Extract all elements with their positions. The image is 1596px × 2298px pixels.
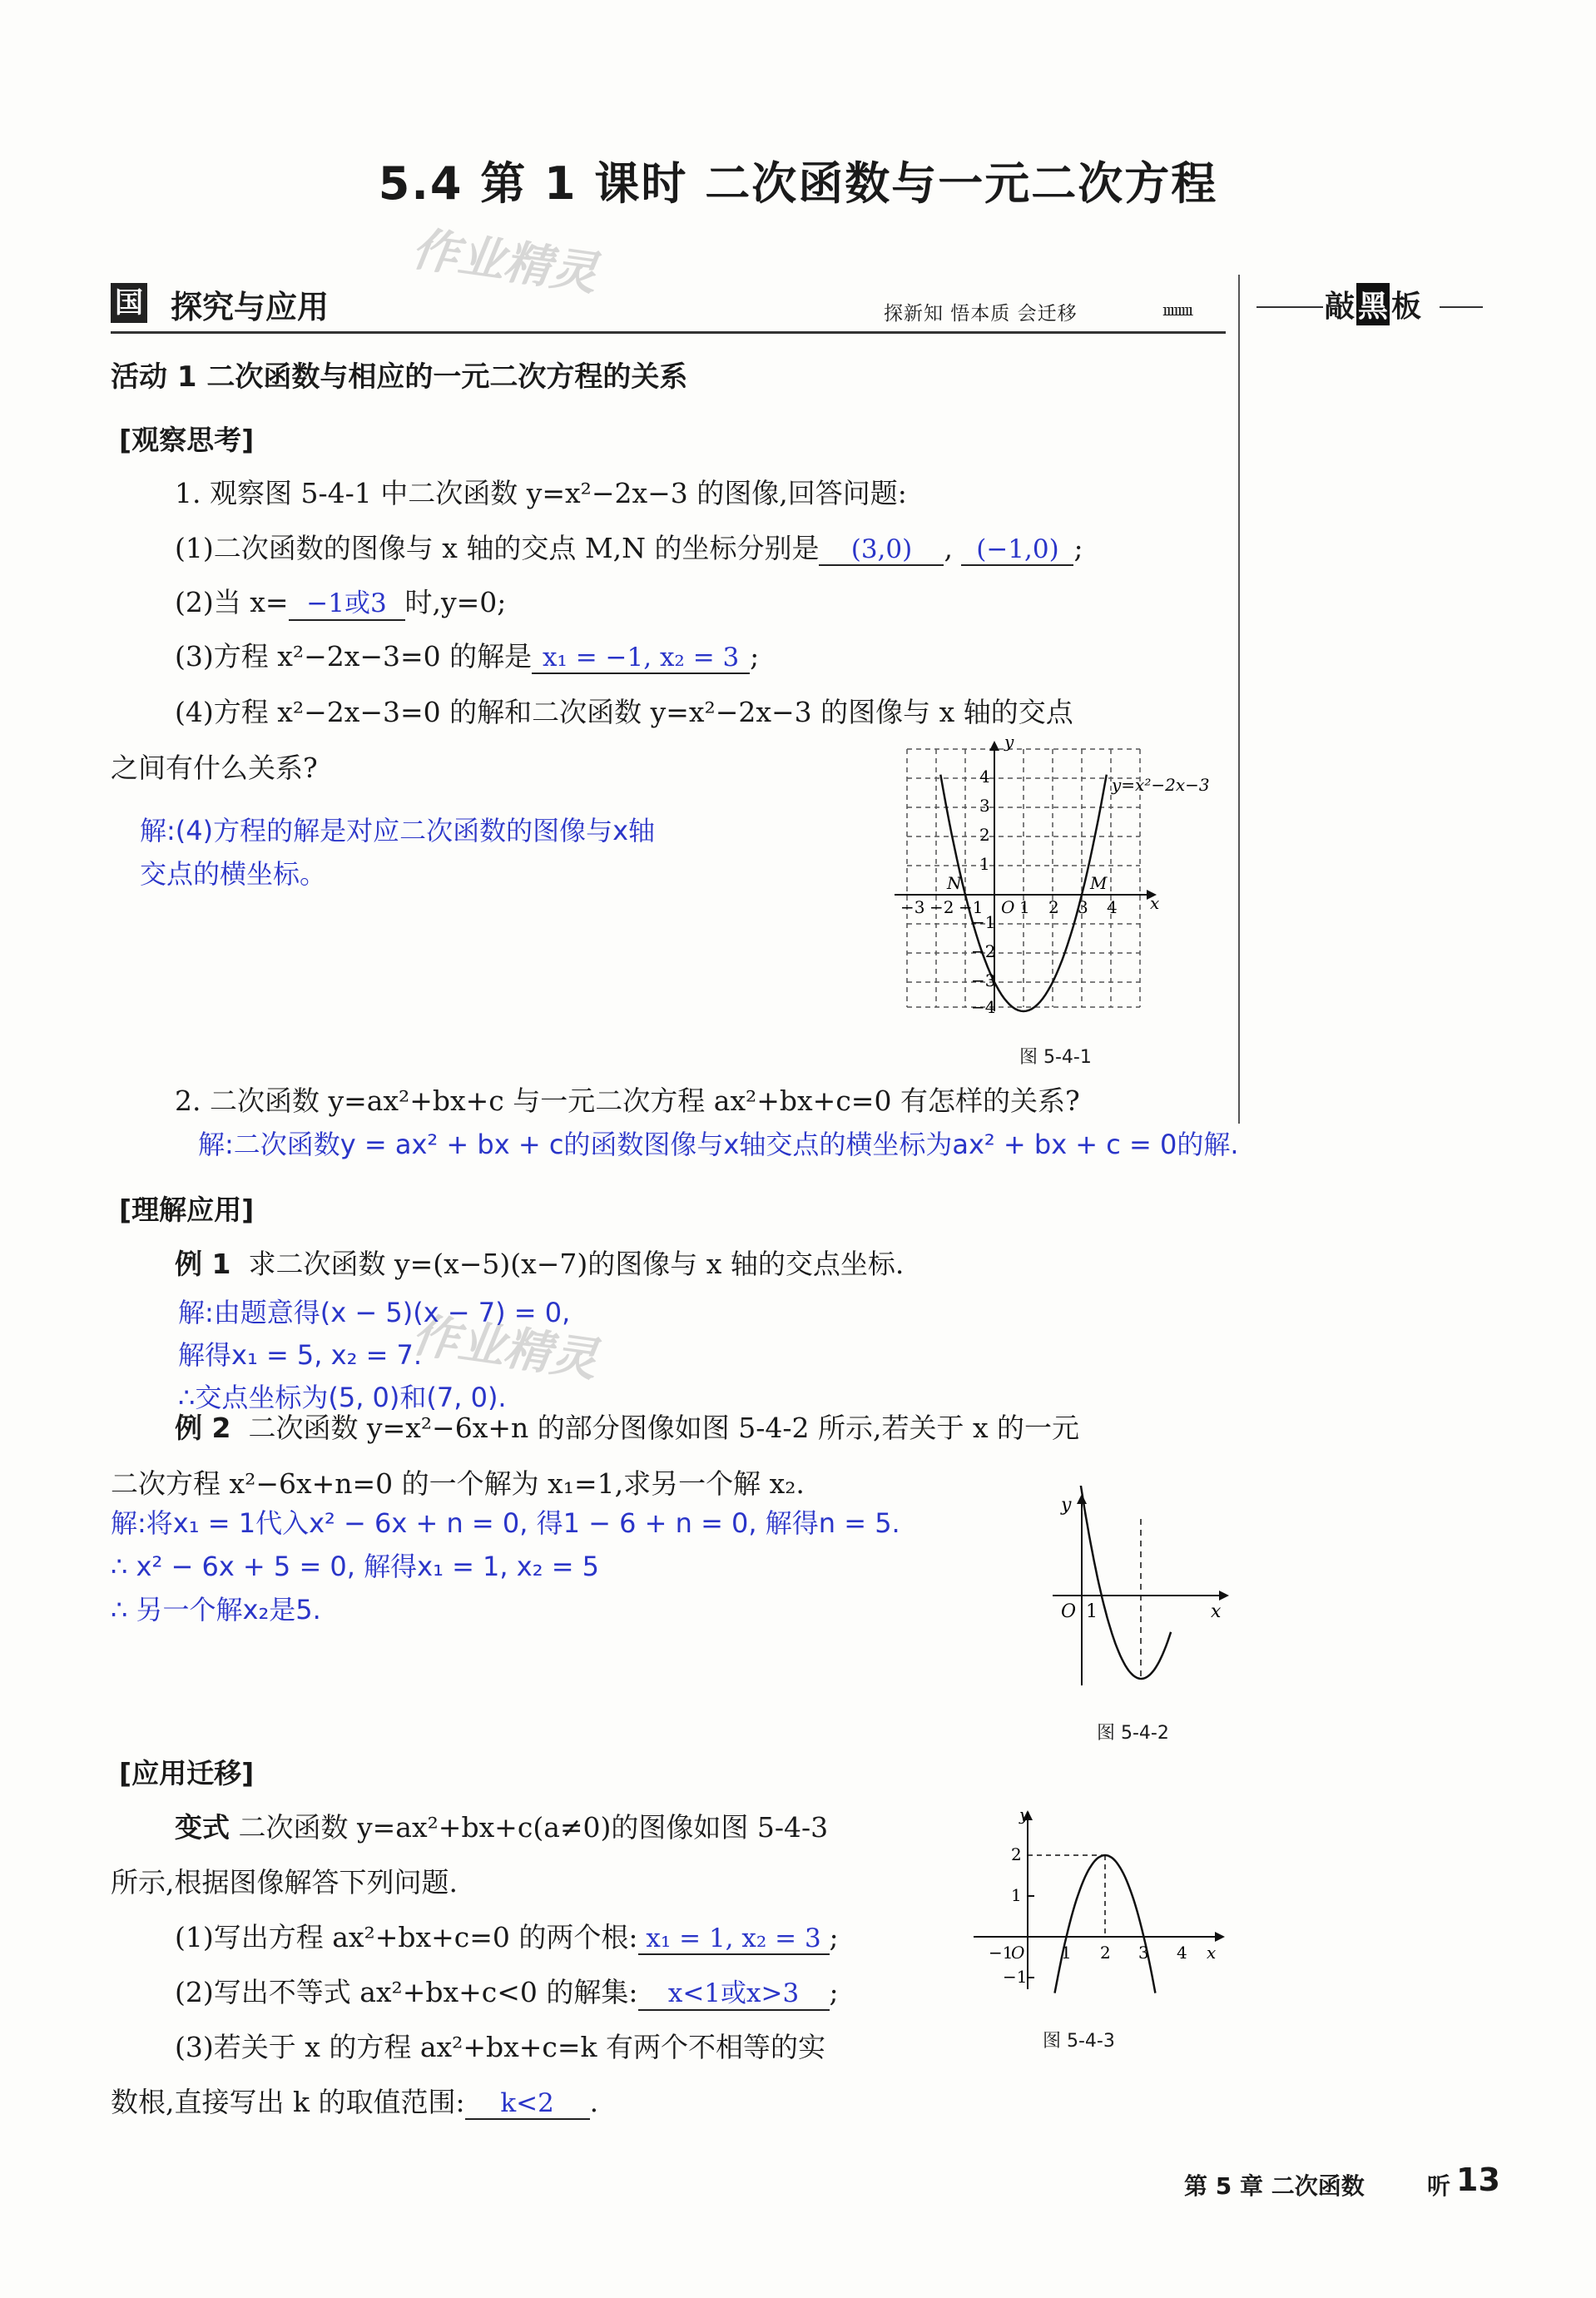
apply-heading: [理解应用] <box>119 1194 255 1226</box>
svg-text:1: 1 <box>1011 1885 1022 1905</box>
fig1-point-m: M <box>1090 873 1108 893</box>
svg-text:4: 4 <box>979 767 990 787</box>
activity1-heading: 活动 1 二次函数与相应的一元二次方程的关系 <box>111 360 688 394</box>
part-3-answer: k<2 <box>465 2088 590 2120</box>
svg-text:3: 3 <box>1138 1943 1149 1963</box>
side-rule <box>1256 306 1323 308</box>
section-icon: 国 <box>111 283 147 323</box>
fig1-curve-label: y=x²−2x−3 <box>1112 775 1210 795</box>
fig2-caption: 图 5-4-2 <box>1097 1723 1169 1744</box>
figure-5-4-1 <box>882 732 1232 1020</box>
ex1-answer-1: 解:由题意得(x − 5)(x − 7) = 0, <box>178 1297 571 1328</box>
fig2-x-arrow <box>1219 1591 1229 1601</box>
example2-line1: 例 2 二次函数 y=x²−6x+n 的部分图像如图 5-4-2 所示,若关于 x 的一元 <box>175 1412 1080 1444</box>
svg-text:−3: −3 <box>971 970 996 990</box>
footer-listen: 听 <box>1427 2172 1451 2200</box>
fig1-y-arrow <box>989 741 999 751</box>
fig2-origin: O <box>1061 1601 1077 1622</box>
q1-1: (1)二次函数的图像与 x 轴的交点 M,N 的坐标分别是 (3,0) , (−1,0) ; <box>175 532 1083 564</box>
fig2-parabola <box>1073 1486 1171 1679</box>
q2-text: 2. 二次函数 y=ax²+bx+c 与一元二次方程 ax²+bx+c=0 有怎样的关系? <box>175 1084 1080 1117</box>
example2-line2: 二次方程 x²−6x+n=0 的一个解为 x₁=1,求另一个解 x₂. <box>111 1467 805 1500</box>
fig1-caption: 图 5-4-1 <box>1019 1047 1092 1068</box>
q1-3-answer: x₁ = −1, x₂ = 3 <box>532 643 750 674</box>
watermark: 作业精灵 <box>408 1308 601 1388</box>
part-2: (2)写出不等式 ax²+bx+c<0 的解集: x<1或x>3 ; <box>175 1971 839 2011</box>
q1-1-answer-1: (3,0) <box>819 534 944 566</box>
watermark: 作业精灵 <box>408 221 601 302</box>
q1-4-answer-line2: 交点的横坐标。 <box>140 858 327 890</box>
svg-text:2: 2 <box>1011 1844 1022 1864</box>
example1: 例 1 求二次函数 y=(x−5)(x−7)的图像与 x 轴的交点坐标. <box>175 1248 905 1280</box>
svg-text:−2: −2 <box>971 941 996 961</box>
margin-divider <box>1238 275 1240 1124</box>
side-label-blackboard: 敲 黑 板 <box>1323 283 1423 325</box>
q2-answer: 解:二次函数y = ax² + bx + c的函数图像与x轴交点的横坐标为ax² + bx + c = 0的解. <box>198 1129 1239 1160</box>
svg-text:1: 1 <box>1019 897 1030 917</box>
ex2-answer-3: ∴ 另一个解x₂是5. <box>111 1594 321 1625</box>
footer-chapter: 第 5 章 二次函数 <box>1184 2172 1365 2200</box>
svg-text:3: 3 <box>1078 897 1088 917</box>
fig1-y-label: y <box>1004 732 1014 752</box>
svg-text:−4: −4 <box>971 997 996 1017</box>
svg-text:−3: −3 <box>900 897 925 917</box>
ex1-answer-3: ∴交点坐标为(5, 0)和(7, 0). <box>178 1382 507 1413</box>
fig1-y-ticks <box>971 767 995 1017</box>
q1-4-line1: (4)方程 x²−2x−3=0 的解和二次函数 y=x²−2x−3 的图像与 x 轴的交点 <box>175 696 1073 728</box>
page-number: 13 <box>1456 2162 1500 2198</box>
q1-2: (2)当 x= −1或3 时,y=0; <box>175 581 506 621</box>
svg-text:−1: −1 <box>1003 1967 1028 1987</box>
part-3-line2: 数根,直接写出 k 的取值范围: k<2 . <box>111 2086 599 2118</box>
q1-1-answer-2: (−1,0) <box>961 534 1073 566</box>
side-rule <box>1440 306 1483 308</box>
fig2-tick-1: 1 <box>1086 1601 1098 1622</box>
fig3-x-arrow <box>1215 1932 1225 1942</box>
ex2-answer-2: ∴ x² − 6x + 5 = 0, 解得x₁ = 1, x₂ = 5 <box>111 1551 600 1582</box>
observe-heading: [观察思考] <box>119 424 255 456</box>
q1-3: (3)方程 x²−2x−3=0 的解是 x₁ = −1, x₂ = 3 ; <box>175 640 760 673</box>
q1-4-line2: 之间有什么关系? <box>111 752 318 784</box>
part-1: (1)写出方程 ax²+bx+c=0 的两个根: x₁ = 1, x₂ = 3 ; <box>175 1921 839 1953</box>
q1-2-answer: −1或3 <box>289 582 405 621</box>
page-title: 5.4 第 1 课时 二次函数与一元二次方程 <box>378 157 1218 210</box>
fig3-y-label: y <box>1019 1804 1029 1824</box>
svg-text:2: 2 <box>979 825 990 845</box>
part-1-answer: x₁ = 1, x₂ = 3 <box>638 1923 830 1955</box>
svg-text:4: 4 <box>1107 897 1118 917</box>
svg-text:O: O <box>1001 897 1015 917</box>
figure-5-4-3 <box>965 1802 1232 2002</box>
fig3-x-ticks <box>989 1943 1187 1963</box>
svg-text:−1: −1 <box>971 912 996 932</box>
variant-line1: 变式 二次函数 y=ax²+bx+c(a≠0)的图像如图 5-4-3 <box>175 1811 829 1844</box>
part-3-line1: (3)若关于 x 的方程 ax²+bx+c=k 有两个不相等的实 <box>175 2031 825 2063</box>
ex1-answer-2: 解得x₁ = 5, x₂ = 7. <box>178 1339 423 1371</box>
svg-text:−1: −1 <box>989 1943 1014 1963</box>
figure-5-4-2 <box>1044 1486 1244 1690</box>
section-divider <box>111 331 1226 334</box>
svg-text:3: 3 <box>979 796 990 816</box>
fig2-y-label: y <box>1061 1495 1072 1516</box>
svg-text:1: 1 <box>1061 1943 1072 1963</box>
fig1-parabola <box>940 775 1107 1011</box>
tags-dots: ıııııııı <box>1162 300 1192 320</box>
fig2-x-label: x <box>1211 1601 1222 1622</box>
transfer-heading: [应用迁移] <box>119 1757 255 1789</box>
svg-text:2: 2 <box>1100 1943 1111 1963</box>
fig1-x-label: x <box>1150 893 1160 913</box>
svg-text:O: O <box>1011 1943 1025 1963</box>
fig1-x-ticks <box>900 897 1118 917</box>
fig1-point-n: N <box>947 873 962 893</box>
q1-intro: 1. 观察图 5-4-1 中二次函数 y=x²−2x−3 的图像,回答问题: <box>175 477 907 509</box>
q1-4-answer-line1: 解:(4)方程的解是对应二次函数的图像与x轴 <box>140 815 656 846</box>
svg-text:−2: −2 <box>929 897 954 917</box>
fig3-x-label: x <box>1207 1943 1217 1963</box>
fig3-y-ticks <box>1003 1844 1027 1987</box>
ex2-answer-1: 解:将x₁ = 1代入x² − 6x + n = 0, 得1 − 6 + n = 0, 解得n = 5. <box>111 1507 900 1539</box>
variant-line2: 所示,根据图像解答下列问题. <box>111 1866 458 1898</box>
section-tags: 探新知 悟本质 会迁移 <box>884 303 1078 325</box>
svg-text:2: 2 <box>1048 897 1059 917</box>
fig3-caption: 图 5-4-3 <box>1043 2031 1115 2052</box>
svg-text:−1: −1 <box>959 897 984 917</box>
svg-text:1: 1 <box>979 854 990 874</box>
part-2-answer: x<1或x>3 <box>638 1972 830 2011</box>
section-title: 探究与应用 <box>171 289 330 325</box>
svg-text:4: 4 <box>1177 1943 1187 1963</box>
